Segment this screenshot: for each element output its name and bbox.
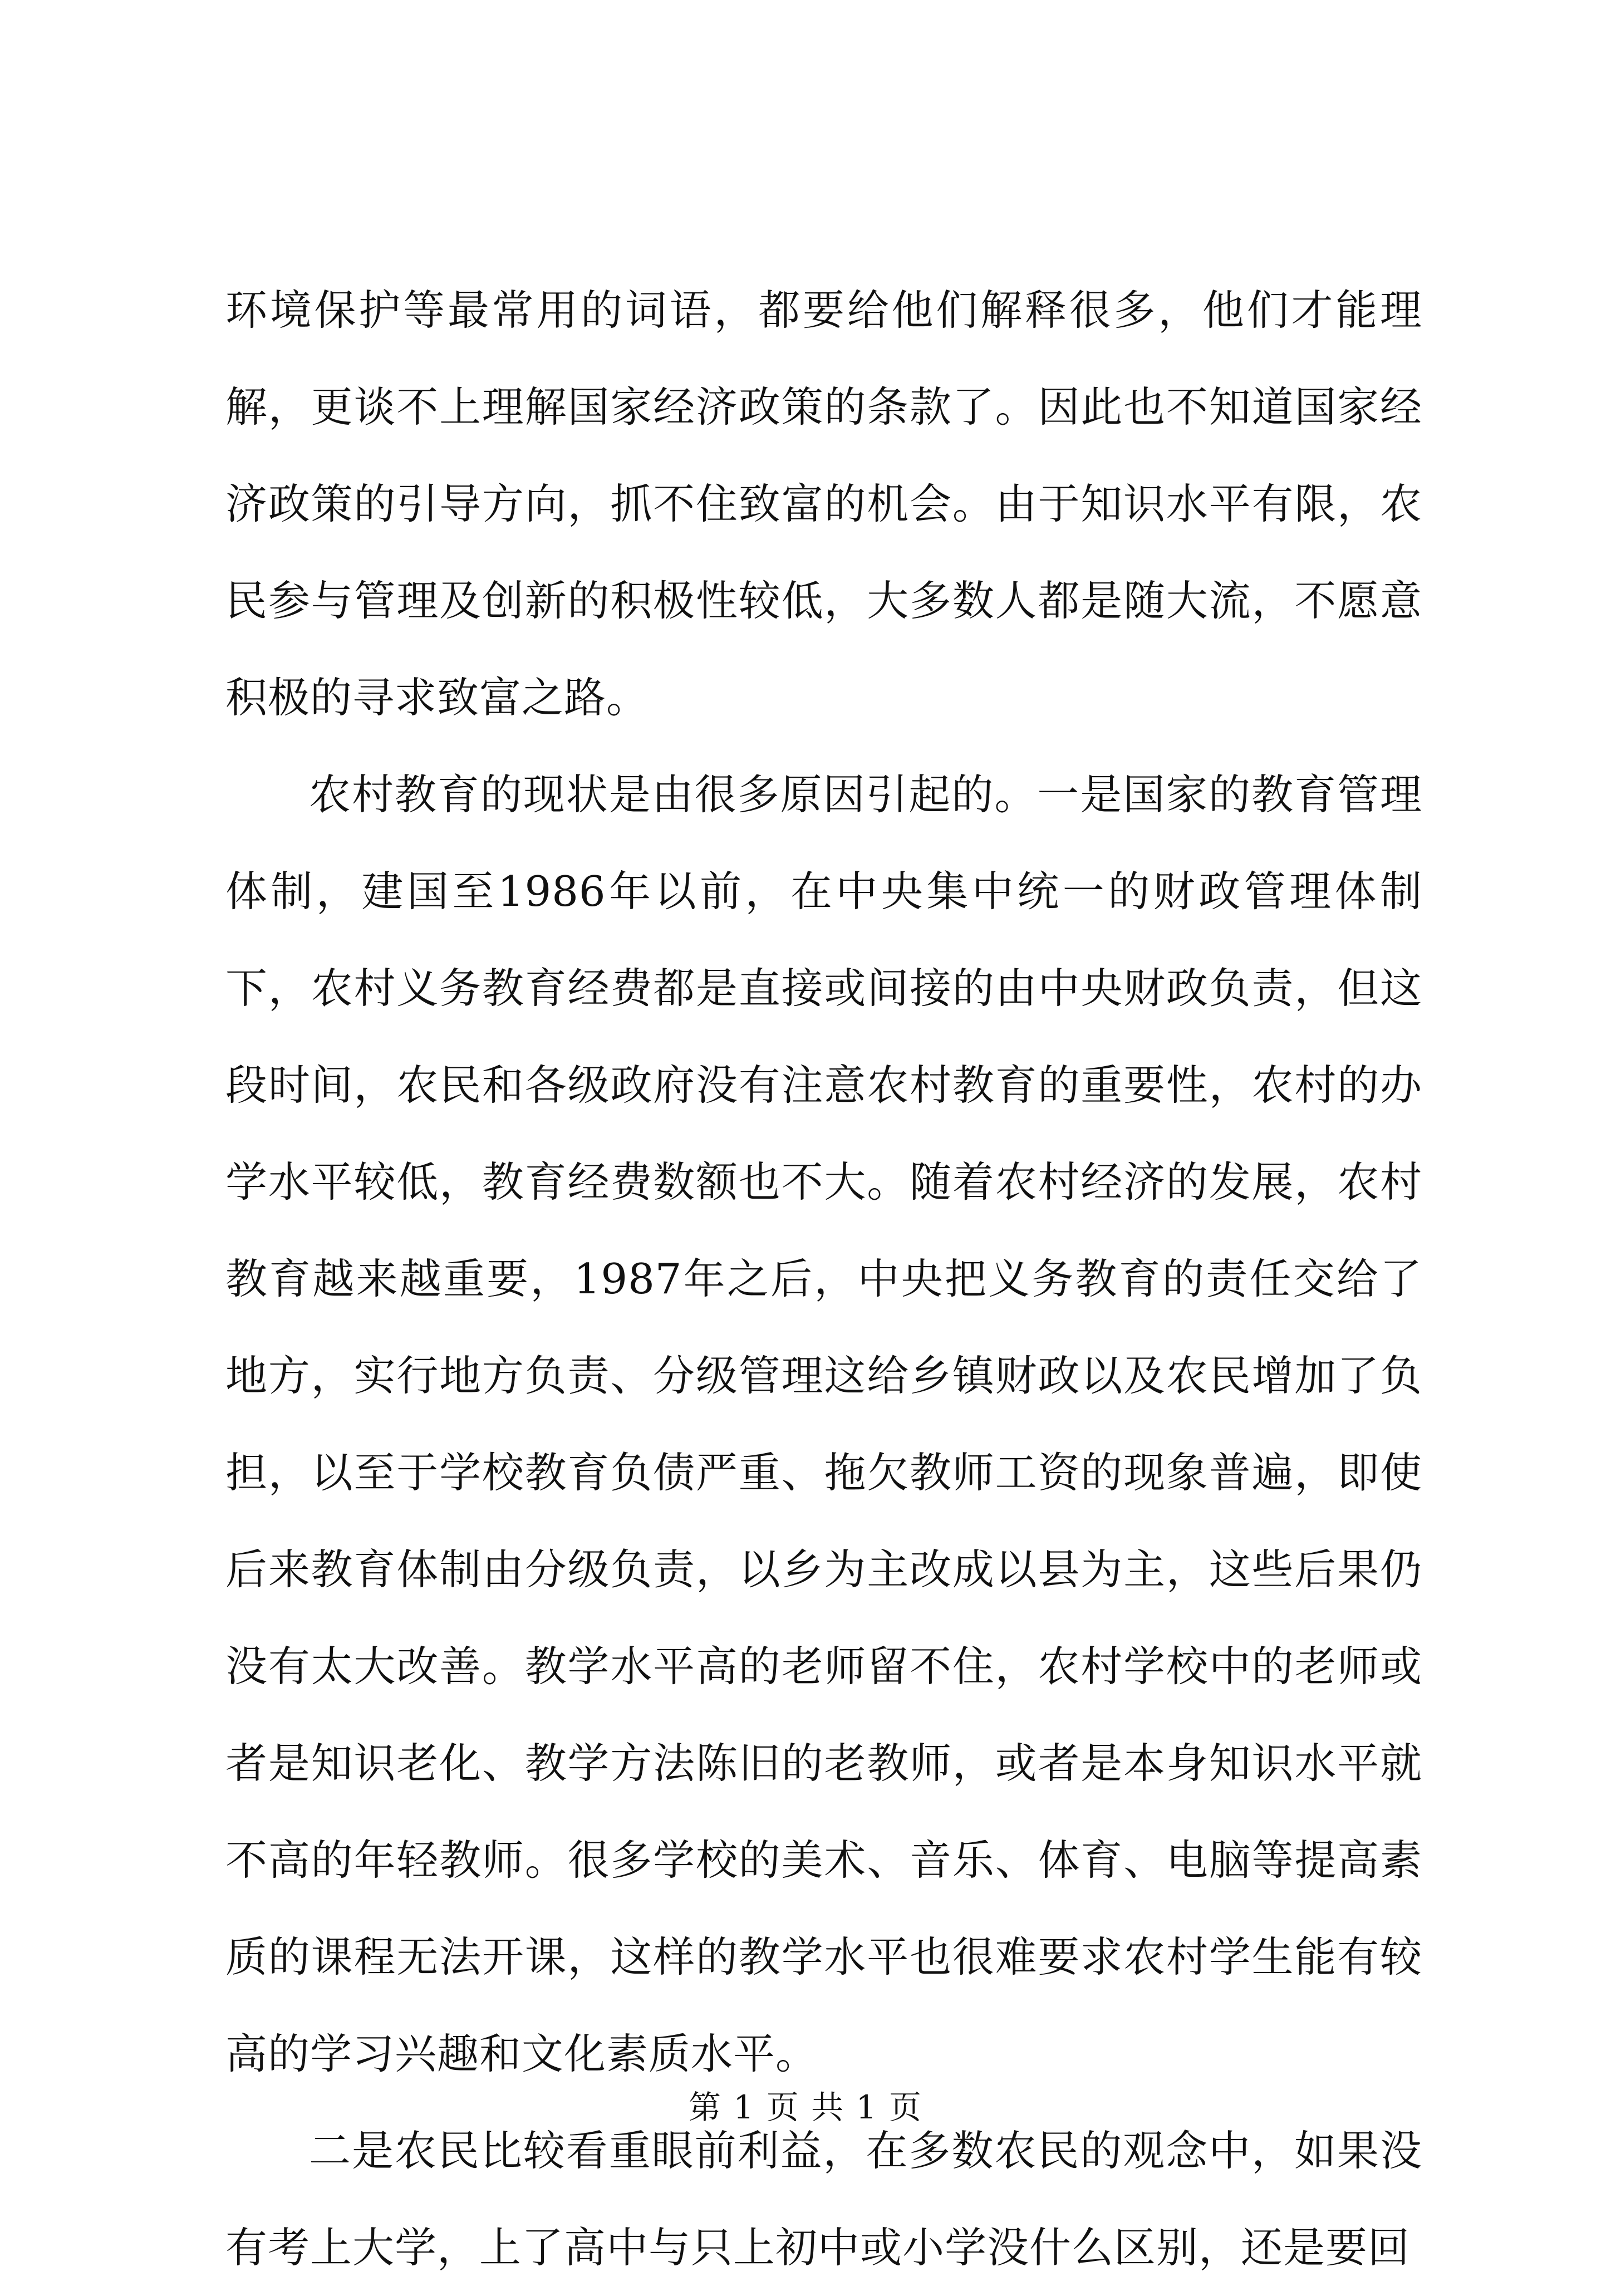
page-footer: 第 1 页 共 1 页: [689, 2088, 922, 2126]
paragraph-education-causes: 农村教育的现状是由很多原因引起的。一是国家的教育管理体制，建国至1986年以前，在中央集中统一的财政管理体制下，农村义务教育经费都是直接或间接的由中央财政负责，但这段时间，农民和各级政府没有注意农村教育的重要性，农村的办学水平较低，教育经费数额也不大。随着农村经济的发展，农村教育越来越重要，1987年之后，中央把义务教育的责任交给了地方，实行地方负责、分级管理这给乡镇财政以及农民增加了负担，以至于学校教育负债严重、拖欠教师工资的现象普遍，即使后来教育体制由分级负责，以乡为主改成以县为主，这些后果仍没有太大改善。教学水平高的老师留不住，农村学校中的老师或者是知识老化、教学方法陈旧的老教师，或者是本身知识水平就不高的年轻教师。很多学校的美术、音乐、体育、电脑等提高素质的课程无法开课，这样的教学水平也很难要求农村学生能有较高的学习兴趣和文化素质水平。: [225, 770, 1422, 2078]
document-body: [225, 262, 1422, 2296]
paragraph-farmer-interests: 二是农民比较看重眼前利益，在多数农民的观念中，如果没有考上大学，上了高中与只上初中或小学没什么区别，还是要回: [225, 2126, 1422, 2272]
paragraph-continuation: 环境保护等最常用的词语，都要给他们解释很多，他们才能理解，更谈不上理解国家经济政策的条款了。因此也不知道国家经济政策的引导方向，抓不住致富的机会。由于知识水平有限，农民参与管理及创新的积极性较低，大多数人都是随大流，不愿意积极的寻求致富之路。: [225, 286, 1422, 722]
